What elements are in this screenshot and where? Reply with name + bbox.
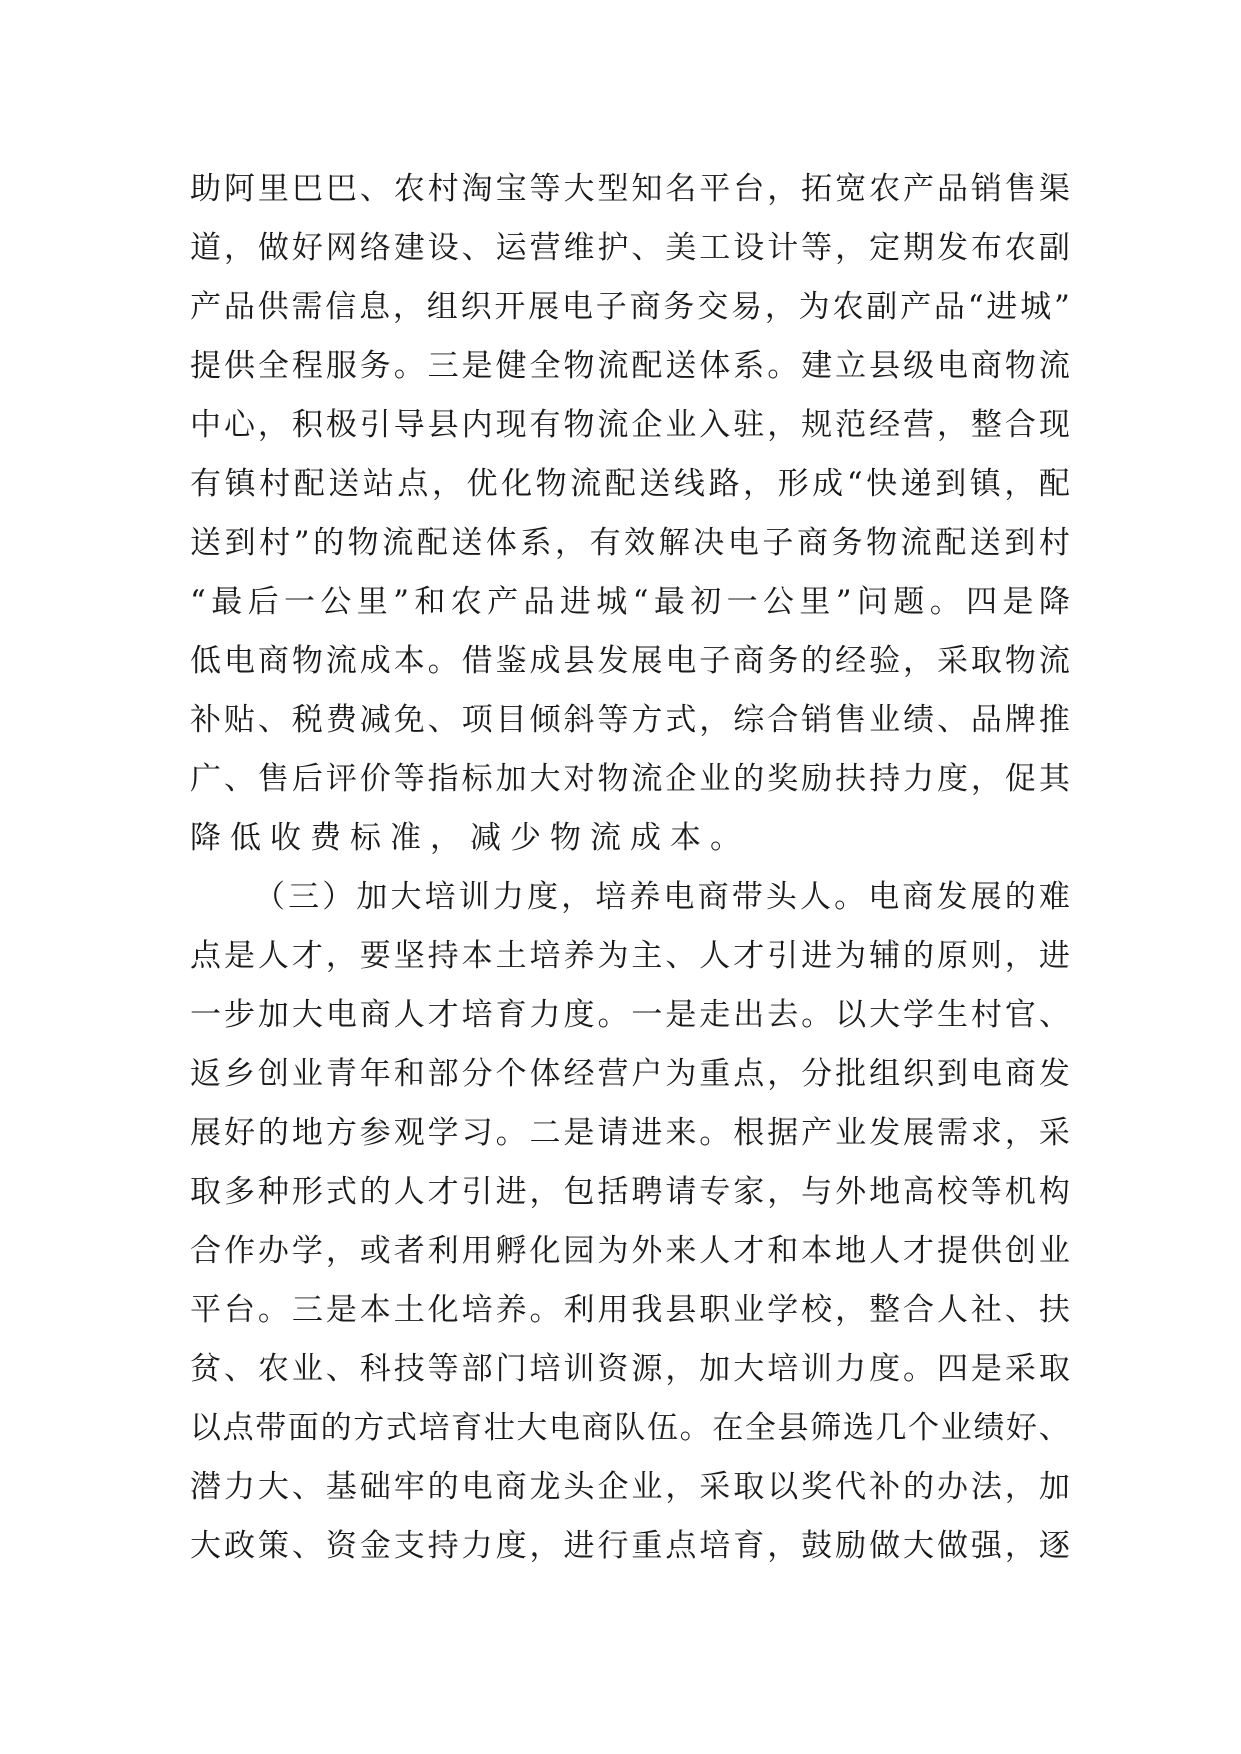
text-line: “ 最 后 一 公 里 ” 和 农 产 品 进 城 “ 最 初 一 公 里 ” 问 题 。 四 是 降: [190, 584, 1070, 620]
text-line: 提 供 全 程 服 务 。 三 是 健 全 物 流 配 送 体 系 。 建 立 县 级 电 商 物 流: [190, 348, 1070, 384]
text-line: 合 作 办 学 ， 或 者 利 用 孵 化 园 为 外 来 人 才 和 本 地 人 才 提 供 创 业: [190, 1233, 1070, 1269]
text-line: 产 品 供 需 信 息 ， 组 织 开 展 电 子 商 务 交 易 ， 为 农 副 产 品 “ 进 城 ”: [190, 289, 1070, 325]
text-line: 展 好 的 地 方 参 观 学 习 。 二 是 请 进 来 。 根 据 产 业 发 展 需 求 ， 采: [190, 1115, 1070, 1151]
paragraph-end-line: 降低收费标准，减少物流成本。: [190, 820, 750, 856]
text-line: 补 贴 、 税 费 减 免 、 项 目 倾 斜 等 方 式 ， 综 合 销 售 业 绩 、 品 牌 推: [190, 702, 1070, 738]
body-text: [190, 160, 1070, 1576]
text-line: 取 多 种 形 式 的 人 才 引 进 ， 包 括 聘 请 专 家 ， 与 外 地 高 校 等 机 构: [190, 1174, 1070, 1210]
text-line: 返 乡 创 业 青 年 和 部 分 个 体 经 营 户 为 重 点 ， 分 批 组 织 到 电 商 发: [190, 1056, 1070, 1092]
text-line: 潜 力 大 、 基 础 牢 的 电 商 龙 头 企 业 ， 采 取 以 奖 代 补 的 办 法 ， 加: [190, 1469, 1070, 1505]
text-line: 平 台 。 三 是 本 土 化 培 养 。 利 用 我 县 职 业 学 校 ， 整 合 人 社 、 扶: [190, 1292, 1070, 1328]
text-line: 大 政 策 、 资 金 支 持 力 度 ， 进 行 重 点 培 育 ， 鼓 励 做 大 做 强 ， 逐: [190, 1528, 1070, 1564]
text-line: 一 步 加 大 电 商 人 才 培 育 力 度 。 一 是 走 出 去 。 以 大 学 生 村 官 、: [190, 997, 1070, 1033]
text-line: 以 点 带 面 的 方 式 培 育 壮 大 电 商 队 伍 。 在 全 县 筛 选 几 个 业 绩 好 、: [190, 1410, 1070, 1446]
text-line: 中 心 ， 积 极 引 导 县 内 现 有 物 流 企 业 入 驻 ， 规 范 经 营 ， 整 合 现: [190, 407, 1070, 443]
text-line: 广 、 售 后 评 价 等 指 标 加 大 对 物 流 企 业 的 奖 励 扶 持 力 度 ， 促 其: [190, 761, 1070, 797]
text-line: 送 到 村 ” 的 物 流 配 送 体 系 ， 有 效 解 决 电 子 商 务 物 流 配 送 到 村: [190, 525, 1070, 561]
section-heading-line: （ 三 ） 加 大 培 训 力 度 ， 培 养 电 商 带 头 人 。 电 商 发 展 的 难: [254, 879, 1070, 915]
text-line: 道 ， 做 好 网 络 建 设 、 运 营 维 护 、 美 工 设 计 等 ， 定 期 发 布 农 副: [190, 230, 1070, 266]
text-line: 助 阿 里 巴 巴 、 农 村 淘 宝 等 大 型 知 名 平 台 ， 拓 宽 农 产 品 销 售 渠: [190, 171, 1070, 207]
text-line: 点 是 人 才 ， 要 坚 持 本 土 培 养 为 主 、 人 才 引 进 为 辅 的 原 则 ， 进: [190, 938, 1070, 974]
text-line: 有 镇 村 配 送 站 点 ， 优 化 物 流 配 送 线 路 ， 形 成 “ 快 递 到 镇 ， 配: [190, 466, 1070, 502]
text-line: 贫 、 农 业 、 科 技 等 部 门 培 训 资 源 ， 加 大 培 训 力 度 。 四 是 采 取: [190, 1351, 1070, 1387]
text-line: 低 电 商 物 流 成 本 。 借 鉴 成 县 发 展 电 子 商 务 的 经 验 ， 采 取 物 流: [190, 643, 1070, 679]
